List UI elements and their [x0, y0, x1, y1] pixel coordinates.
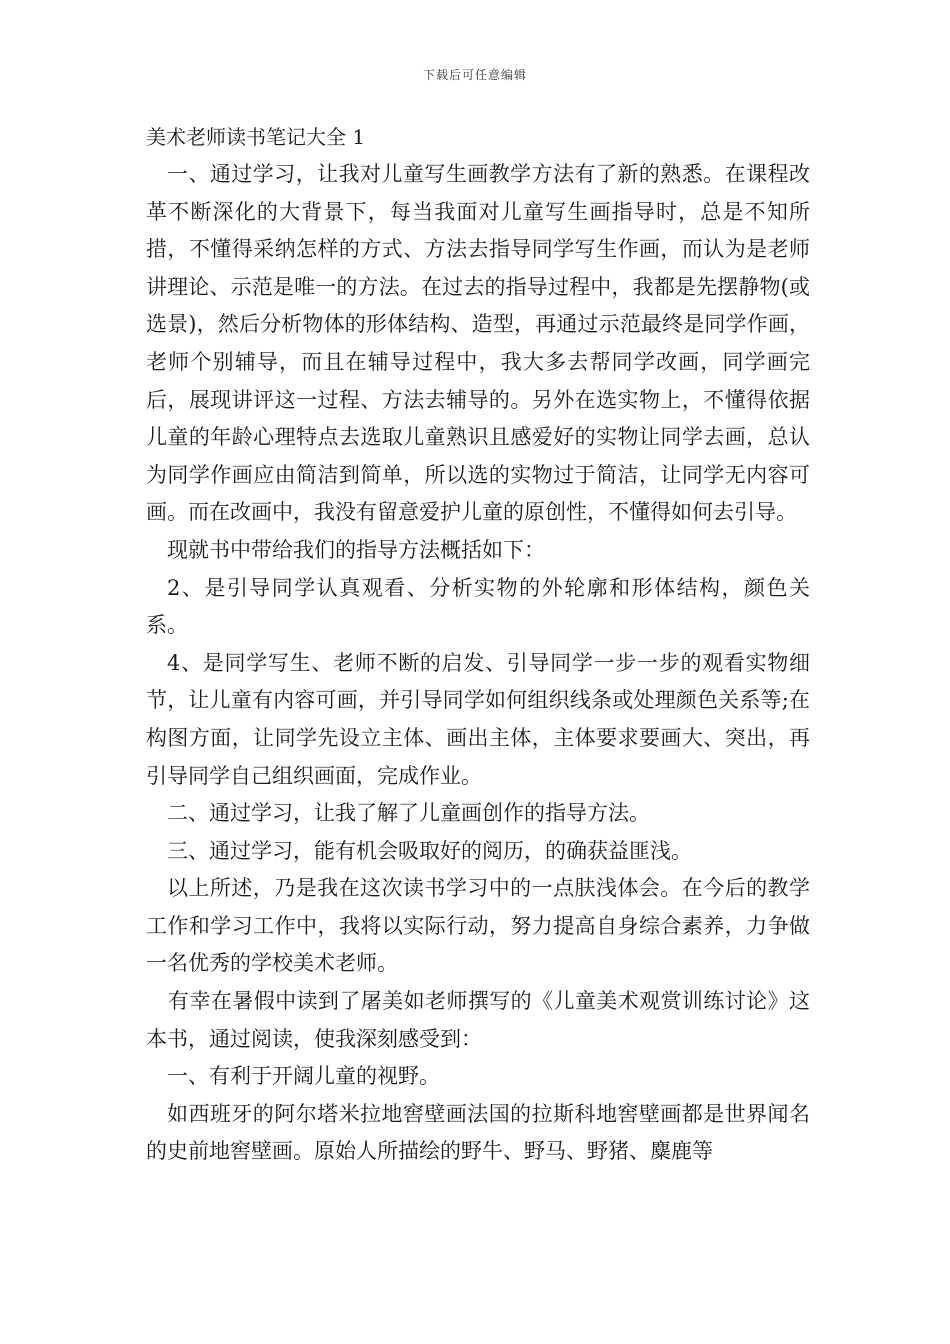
- paragraph-6: 三、通过学习，能有机会吸取好的阅历，的确获益匪浅。: [167, 838, 692, 863]
- paragraph-2: 现就书中带给我们的指导方法概括如下：: [167, 537, 545, 562]
- paragraph-3: 2、是引导同学认真观看、分析实物的外轮廓和形体结构，颜色关系。: [146, 575, 810, 638]
- paragraph-4: 4、是同学写生、老师不断的启发、引导同学一步一步的观看实物细节，让儿童有内容可画，并引导同学如何组织线条或处理颜色关系等;在构图方面，让同学先设立主体、画出主体，主体要求要画大、突出，再引导同学自己组织画面，完成作业。: [146, 650, 810, 788]
- paragraph-8: 有幸在暑假中读到了屠美如老师撰写的《儿童美术观赏训练讨论》这本书，通过阅读，使我深刻感受到：: [146, 989, 810, 1051]
- document-body: [146, 118, 810, 1171]
- paragraph-5: 二、通过学习，让我了解了儿童画创作的指导方法。: [167, 801, 650, 826]
- document-title: 美术老师读书笔记大全 1: [146, 125, 366, 149]
- paragraph-7: 以上所述，乃是我在这次读书学习中的一点肤浅体会。在今后的教学工作和学习工作中，我将以实际行动，努力提高自身综合素养，力争做一名优秀的学校美术老师。: [146, 876, 810, 976]
- page-header-note: 下载后可任意编辑: [422, 68, 527, 82]
- paragraph-10: 如西班牙的阿尔塔米拉地窖壁画法国的拉斯科地窖壁画都是世界闻名的史前地窖壁画。原始人所描绘的野牛、野马、野猪、麋鹿等: [146, 1101, 810, 1164]
- paragraph-1: 一、通过学习，让我对儿童写生画教学方法有了新的熟悉。在课程改革不断深化的大背景下，每当我面对儿童写生画指导时，总是不知所措，不懂得采纳怎样的方式、方法去指导同学写生作画，而认为是老师讲理论、示范是唯一的方法。在过去的指导过程中，我都是先摆静物(或选景)，然后分析物体的形体结构、造型，再通过示范最终是同学作画，老师个别辅导，而且在辅导过程中，我大多去帮同学改画，同学画完后，展现讲评这一过程、方法去辅导的。另外在选实物上，不懂得依据儿童的年龄心理特点去选取儿童熟识且感爱好的实物让同学去画，总认为同学作画应由简洁到简单，所以选的实物过于简洁，让同学无内容可画。而在改画中，我没有留意爱护儿童的原创性，不懂得如何去引导。: [146, 162, 810, 525]
- paragraph-9: 一、有利于开阔儿童的视野。: [167, 1064, 440, 1089]
